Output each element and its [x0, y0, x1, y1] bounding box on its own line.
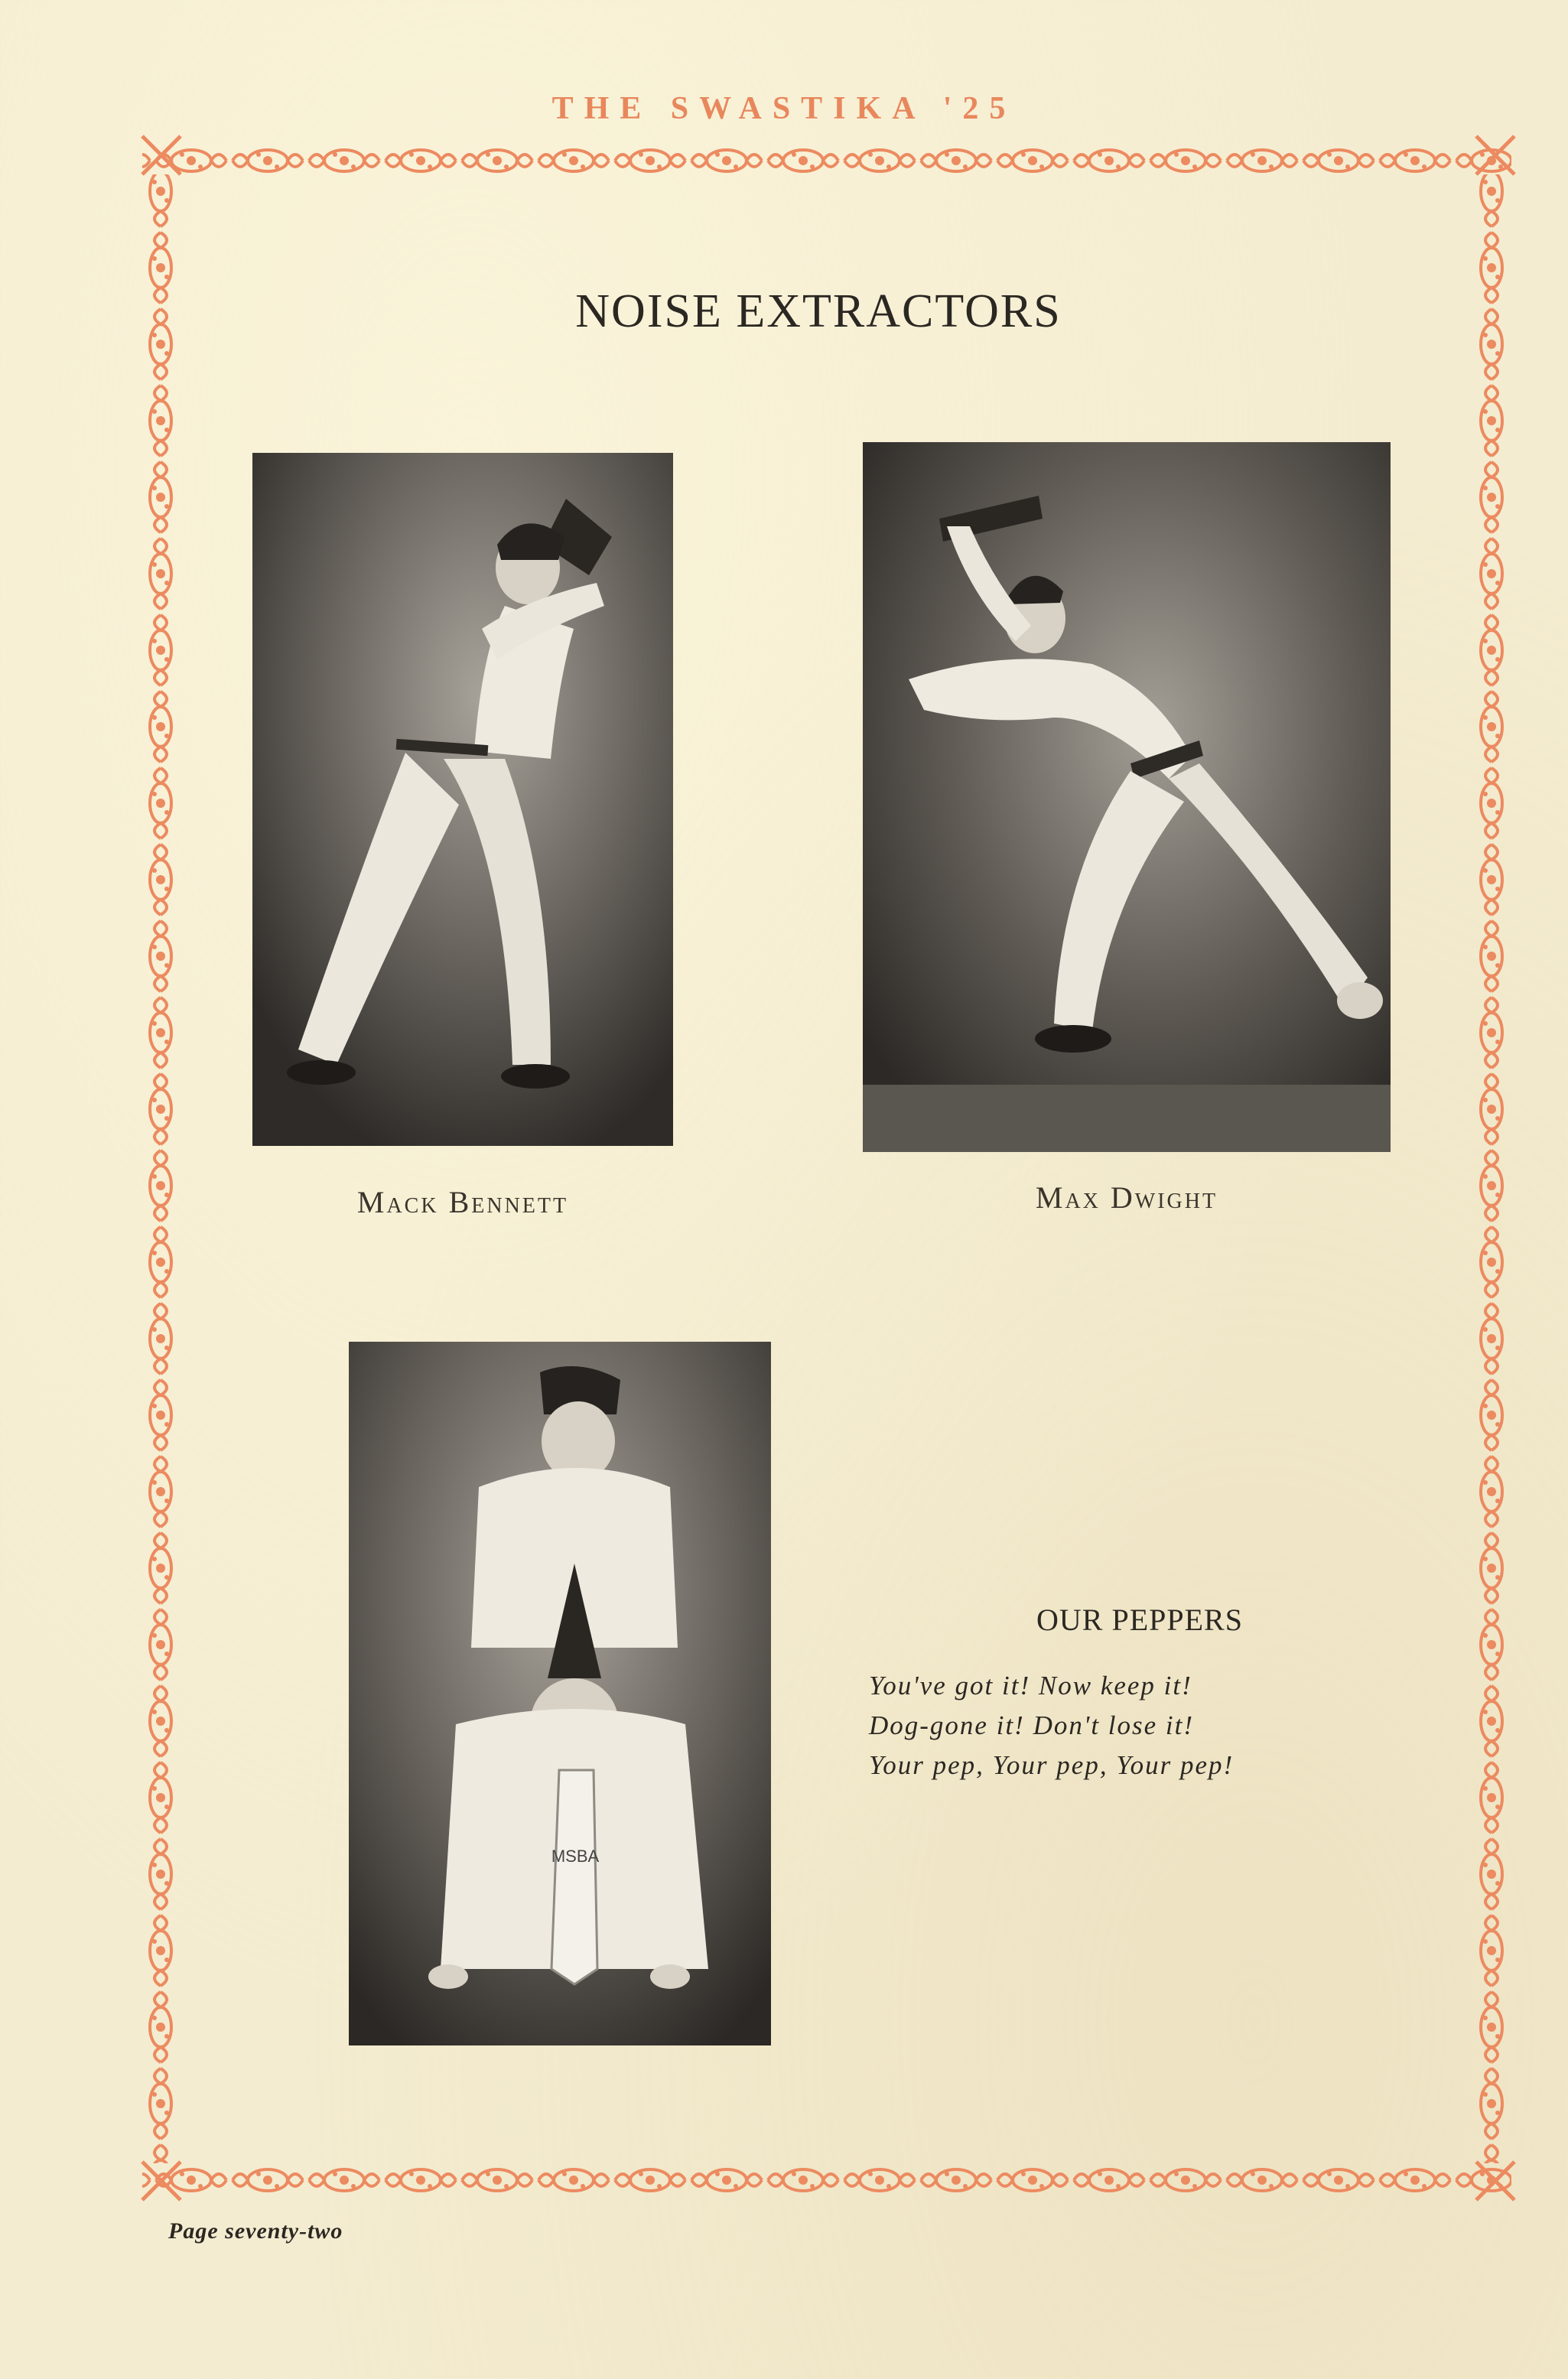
caption-mack-bennett: Mack Bennett	[356, 1185, 569, 1219]
photo-max-dwight	[863, 442, 1391, 1152]
verse-line: You've got it! Now keep it!	[869, 1671, 1192, 1700]
our-peppers-title: OUR PEPPERS	[1036, 1603, 1243, 1637]
verse-line: Dog-gone it! Don't lose it!	[869, 1710, 1195, 1740]
page-title: NOISE EXTRACTORS	[575, 285, 1062, 337]
tie-lettering: MSBA	[551, 1847, 600, 1866]
caption-max-dwight: Max Dwight	[1035, 1180, 1218, 1215]
photo-our-peppers	[349, 1342, 771, 2045]
pep-verse	[869, 1666, 1234, 1785]
running-head: THE SWASTIKA '25	[551, 91, 1017, 126]
page-number: Page seventy-two	[168, 2218, 343, 2244]
photo-mack-bennett	[252, 453, 673, 1146]
verse-line: Your pep, Your pep, Your pep!	[869, 1750, 1235, 1780]
